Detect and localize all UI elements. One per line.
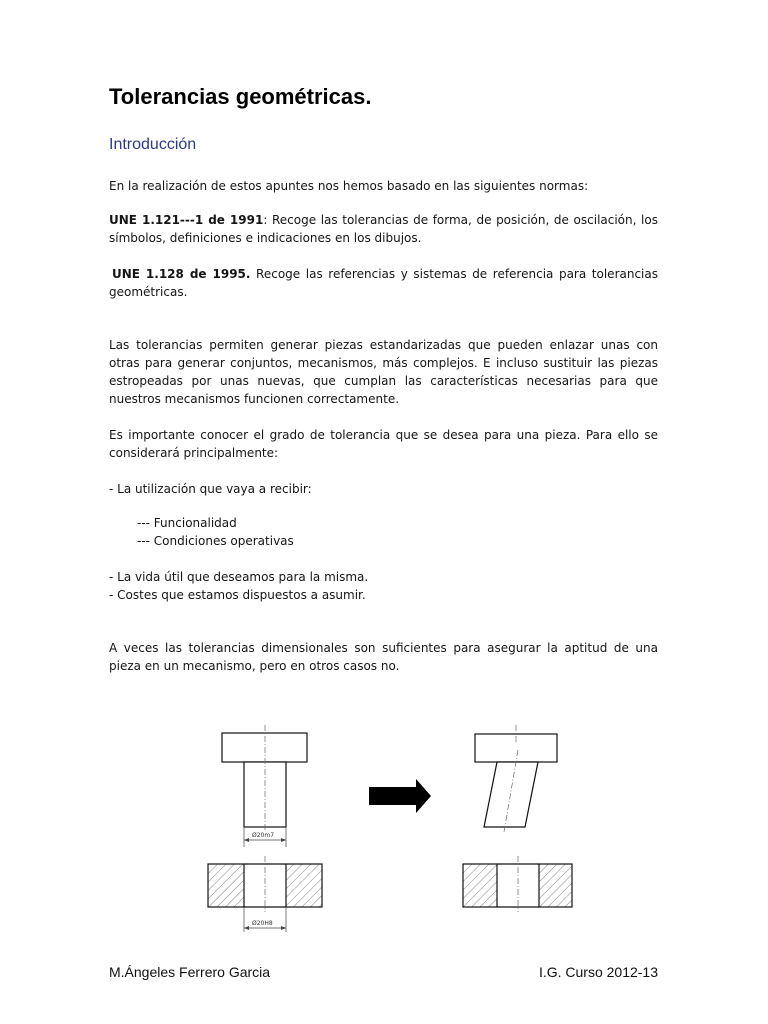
tolerance-degree-paragraph: Es importante conocer el grado de tolerancia que se desea para una pieza. Para ello se considerará principalmente: xyxy=(109,428,658,460)
norm-1-text: : Recoge las tolerancias de forma, de posición, de oscilación, los símbolos, definiciones e indicaciones en los dibujos. xyxy=(109,213,658,245)
norm-1-code: UNE 1.121---1 de 1991 xyxy=(109,213,264,227)
norm-2-code: UNE 1.128 de 1995. xyxy=(112,267,251,281)
hole-dimension-label: Ø20H8 xyxy=(252,920,273,927)
arrow-right-icon xyxy=(369,779,431,813)
tilted-shaft-drawing xyxy=(475,725,557,832)
footer-author: M.Ángeles Ferrero Garcia xyxy=(109,964,271,980)
intro-paragraph: En la realización de estos apuntes nos hemos basado en las siguientes normas: xyxy=(109,179,589,193)
shaft-hole-figure xyxy=(200,720,580,940)
footer-course: I.G. Curso 2012-13 xyxy=(538,964,658,980)
list-item: - La utilización que vaya a recibir: xyxy=(109,482,312,496)
shaft-dimension-label: Ø20m7 xyxy=(252,832,275,839)
list-item: - La vida útil que deseamos para la misma. xyxy=(109,570,369,584)
list-subitem: --- Condiciones operativas xyxy=(137,534,294,548)
norm-2-text: Recoge las referencias y sistemas de referencia para tolerancias geométricas. xyxy=(109,267,658,299)
tolerances-paragraph: Las tolerancias permiten generar piezas estandarizadas que pueden enlazar unas con otras para generar conjuntos, mecanismos, más complejos. E incluso sustituir las piezas estropeadas por unas nuevas, que cumplan las características necesarias para que nuestros mecanismos funcionen correctamente. xyxy=(109,338,658,406)
norm-1-paragraph xyxy=(109,211,658,247)
straight-shaft-drawing xyxy=(222,725,307,847)
page-title: Tolerancias geométricas. xyxy=(109,84,372,109)
hole-plate-drawing xyxy=(208,856,322,932)
dimensional-tolerances-paragraph: A veces las tolerancias dimensionales son suficientes para asegurar la aptitud de una pieza en un mecanismo, pero en otros casos no. xyxy=(109,641,658,673)
list-item: - Costes que estamos dispuestos a asumir. xyxy=(109,588,366,602)
norm-2-paragraph xyxy=(109,265,658,301)
hole-plate-drawing-right xyxy=(463,856,572,912)
section-heading: Introducción xyxy=(109,136,197,153)
list-subitem: --- Funcionalidad xyxy=(137,516,237,530)
